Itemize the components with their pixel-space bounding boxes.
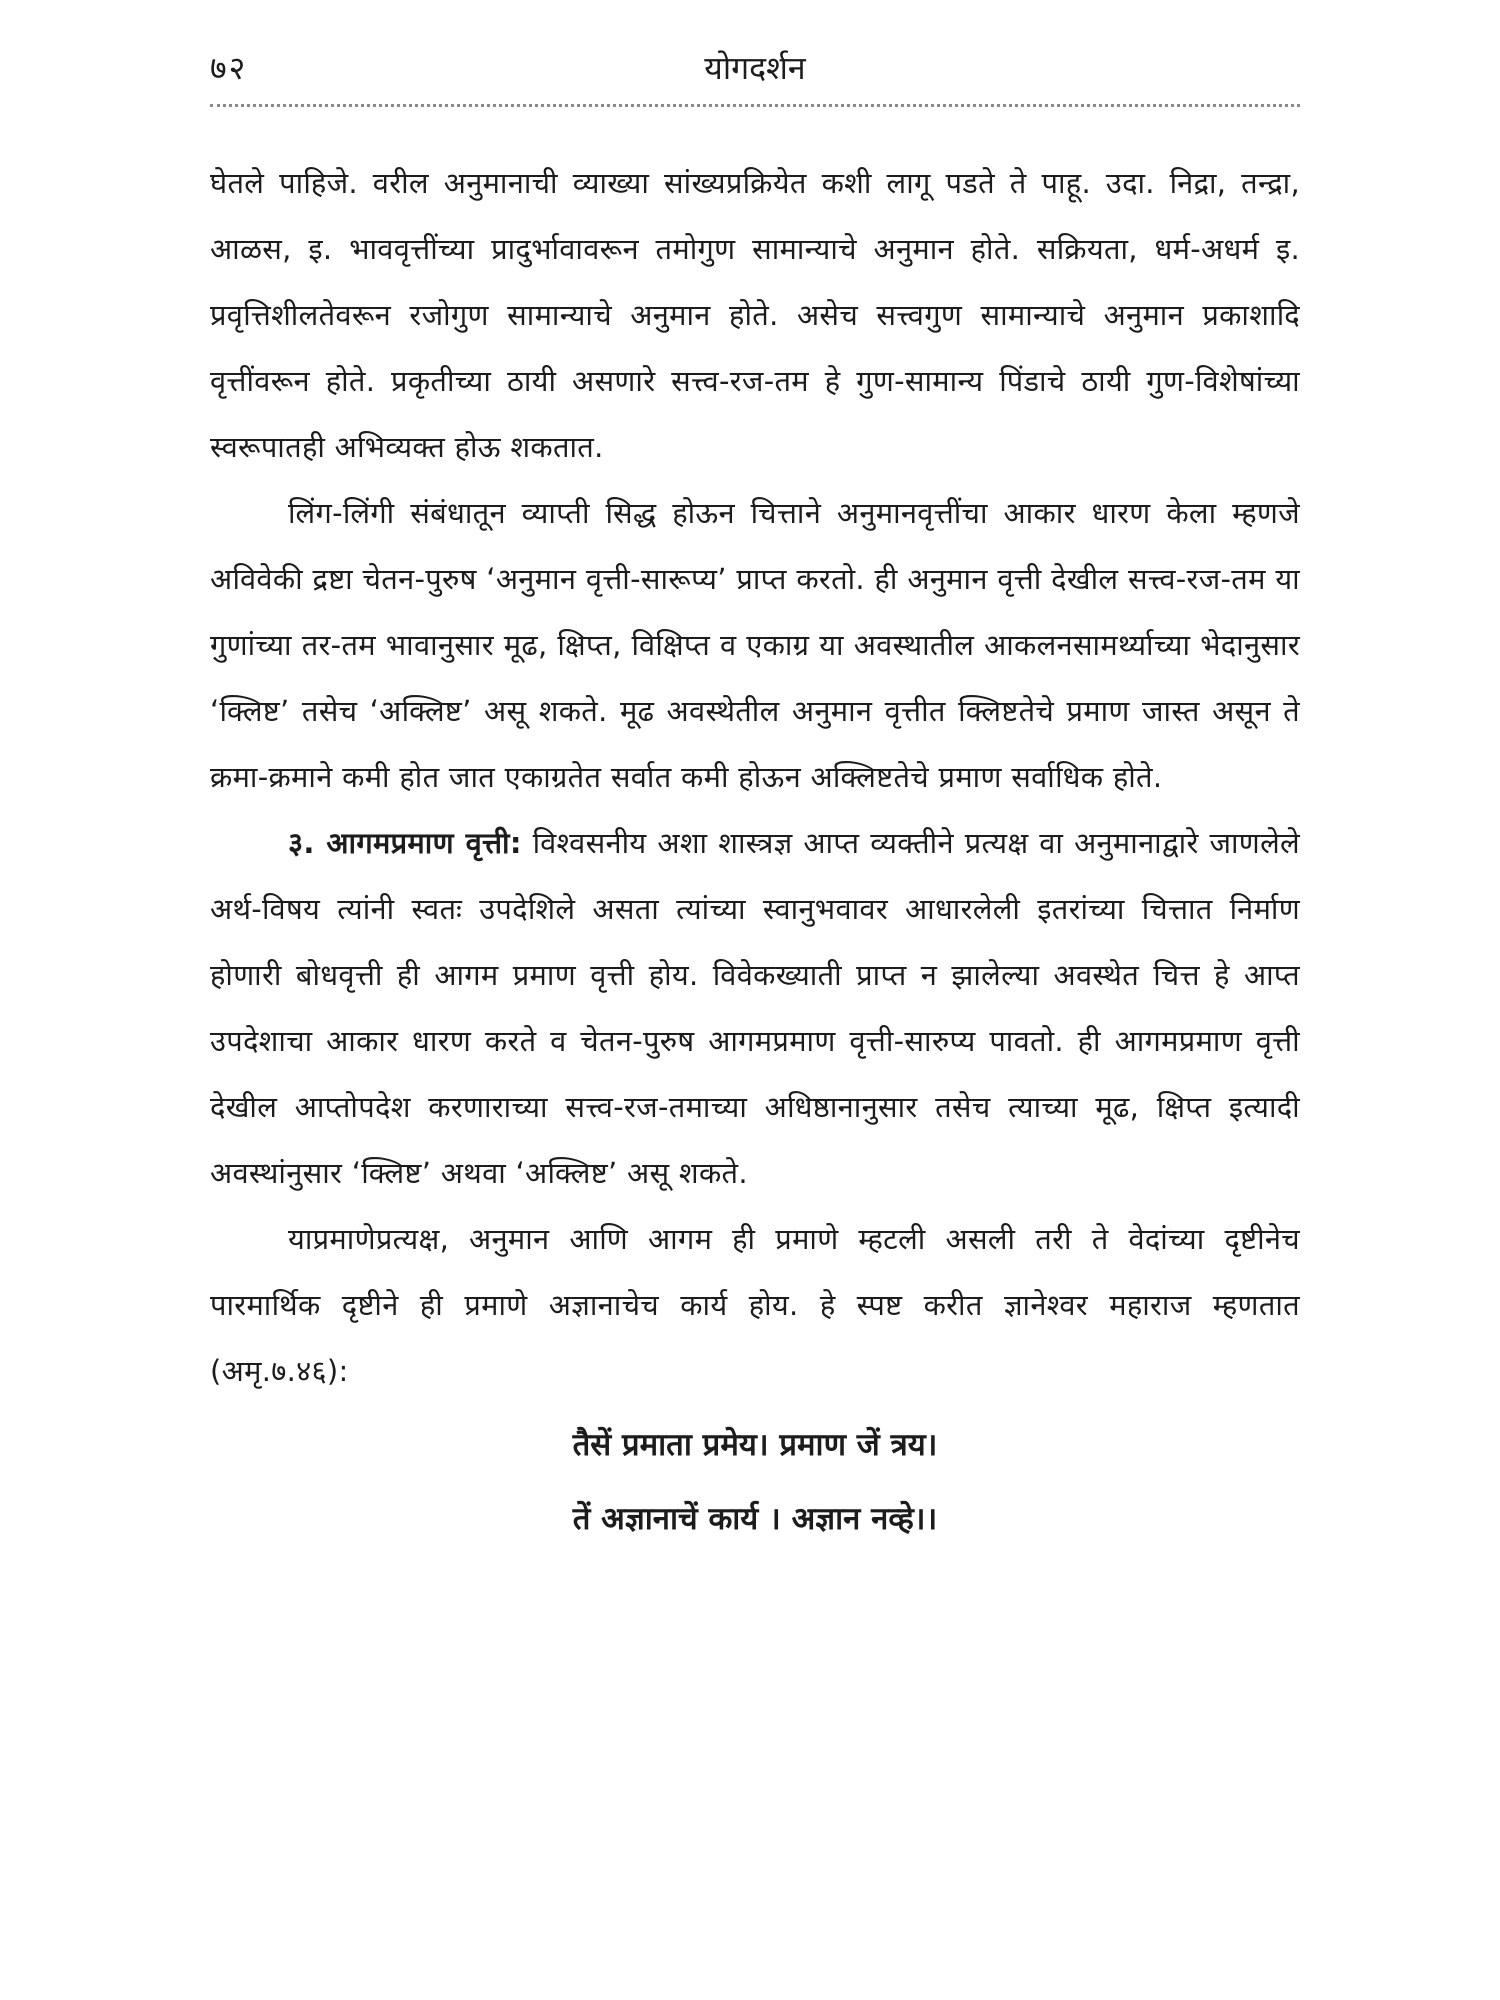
verse-line: तैसें प्रमाता प्रमेय। प्रमाण जें त्रय। bbox=[572, 1427, 938, 1463]
paragraph-3-text: विश्वसनीय अशा शास्त्रज्ञ आप्त व्यक्तीने प्रत्यक्ष वा अनुमानाद्वारे जाणलेले अर्थ-विषय त्यांनी स्वतः उपदेशिले असता त्यांच्या स्वानुभवावर आधारलेली इतरांच्या चित्तात निर्माण होणारी बोधवृत्ती ही आगम प्रमाण वृत्ती होय. विवेकख्याती प्राप्त न झालेल्या अवस्थेत चित्त हे आप्त उपदेशाचा आकार धारण करते व चेतन-पुरुष आगमप्रमाण वृत्ती-सारुप्य पावतो. ही आगमप्रमाण वृत्ती देखील आप्तोपदेश करणाराच्या सत्त्व-रज-तमाच्या अधिष्ठानानुसार तसेच त्याच्या मूढ, क्षिप्त इत्यादी अवस्थांनुसार ‘क्लिष्ट’ अथवा ‘अक्लिष्ट’ असू शकते. bbox=[210, 826, 1300, 1190]
verse-line: तें अज्ञानाचें कार्य । अज्ञान नव्हे।। bbox=[572, 1501, 938, 1537]
section-heading-agama-pramana: ३. आगमप्रमाण वृत्ती: bbox=[288, 826, 522, 860]
header-rule bbox=[210, 104, 1300, 107]
page-number: ७२ bbox=[210, 49, 248, 87]
paragraph-1: घेतले पाहिजे. वरील अनुमानाची व्याख्या सांख्यप्रक्रियेत कशी लागू पडते ते पाहू. उदा. निद्रा, तन्द्रा, आळस, इ. भाववृत्तींच्या प्रादुर्भावावरून तमोगुण सामान्याचे अनुमान होते. सक्रियता, धर्म-अधर्म इ. प्रवृत्तिशीलतेवरून रजोगुण सामान्याचे अनुमान होते. असेच सत्त्वगुण सामान्याचे अनुमान प्रकाशादि वृत्तींवरून होते. प्रकृतीच्या ठायी असणारे सत्त्व-रज-तम हे गुण-सामान्य पिंडाचे ठायी गुण-विशेषांच्या स्वरूपातही अभिव्यक्त होऊ शकतात. bbox=[210, 166, 1300, 464]
running-title: योगदर्शन bbox=[704, 49, 806, 87]
paragraph-4: याप्रमाणेप्रत्यक्ष, अनुमान आणि आगम ही प्रमाणे म्हटली असली तरी ते वेदांच्या दृष्टीनेच पारमार्थिक दृष्टीने ही प्रमाणे अज्ञानाचेच कार्य होय. हे स्पष्ट करीत ज्ञानेश्वर महाराज म्हणतात (अमृ.७.४६): bbox=[210, 1222, 1300, 1388]
paragraph-2: लिंग-लिंगी संबंधातून व्याप्ती सिद्ध होऊन चित्ताने अनुमानवृत्तींचा आकार धारण केला म्हणजे अविवेकी द्रष्टा चेतन-पुरुष ‘अनुमान वृत्ती-सारूप्य’ प्राप्त करतो. ही अनुमान वृत्ती देखील सत्त्व-रज-तम या गुणांच्या तर-तम भावानुसार मूढ, क्षिप्त, विक्षिप्त व एकाग्र या अवस्थातील आकलनसामर्थ्याच्या भेदानुसार ‘क्लिष्ट’ तसेच ‘अक्लिष्ट’ असू शकते. मूढ अवस्थेतील अनुमान वृत्तीत क्लिष्टतेचे प्रमाण जास्त असून ते क्रमा-क्रमाने कमी होत जात एकाग्रतेत सर्वात कमी होऊन अक्लिष्टतेचे प्रमाण सर्वाधिक होते. bbox=[210, 496, 1300, 794]
body-text bbox=[210, 150, 1300, 1556]
verse-quote bbox=[210, 1408, 1300, 1556]
page-header bbox=[210, 40, 1300, 100]
paragraph-3 bbox=[210, 810, 1300, 1206]
